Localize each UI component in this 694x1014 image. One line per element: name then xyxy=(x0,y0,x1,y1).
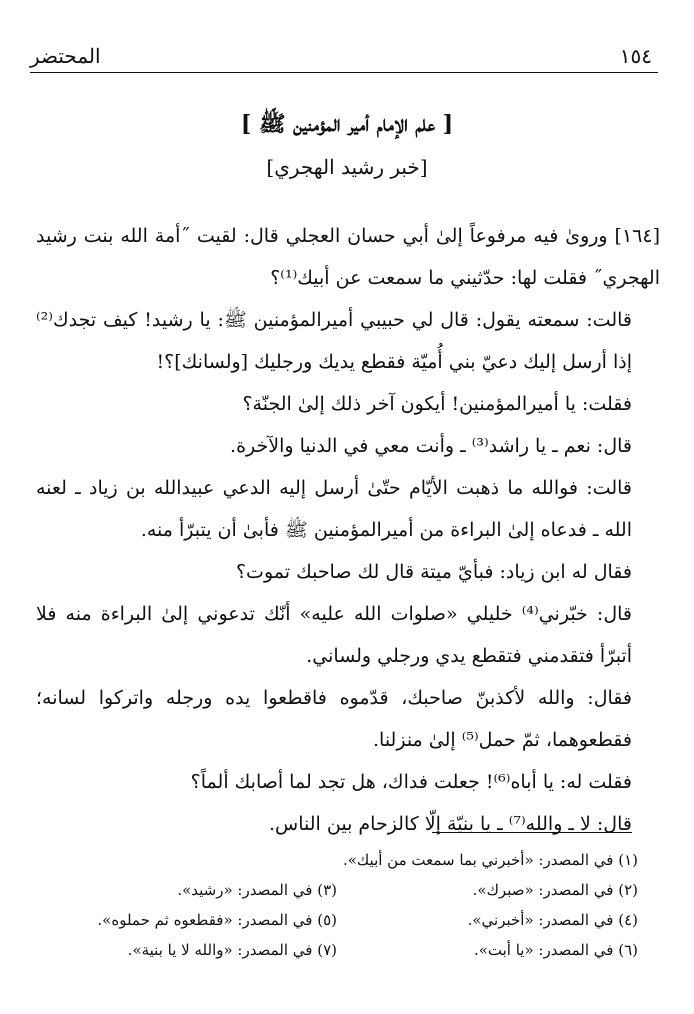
footnote-3: (٣) في المصدر: «رشيد». xyxy=(177,881,337,899)
footnote-divider xyxy=(432,832,632,833)
section-title: [ علم الإمام أمير المؤمنين ﷺ ] xyxy=(240,111,454,137)
section-subtitle: [خبر رشيد الهجري] xyxy=(266,155,428,179)
page-number: ١٥٤ xyxy=(619,44,652,68)
paragraph: [١٦٤] وروىٰ فيه مرفوعاً إلىٰ أبي حسان العجلي قال: لقيت ˝أمة الله بنت رشيد الهجري˝ فقلت لها: حدّثيني ما سمعت عن أبيك⁽¹⁾؟ xyxy=(36,225,660,289)
paragraph: فقال له ابن زياد: فبأيّ ميتة قال لك صاحبك تموت؟ xyxy=(235,561,632,583)
paragraph: قال: خبّرني⁽⁴⁾ خليلي «صلوات الله عليه» أنّك تدعوني إلىٰ البراءة منه فلا أتبرّأ فتقدمني فتقطع يدي ورجلي ولساني. xyxy=(36,603,632,667)
footnote-7: (٧) في المصدر: «والله لا يا بنية». xyxy=(127,941,337,959)
paragraph: قال: لا ـ والله⁽⁷⁾ ـ يا بنيّة إلّا كالزحام بين الناس. xyxy=(269,813,632,835)
footnote-2: (٢) في المصدر: «صبرك». xyxy=(472,881,638,899)
paragraph: فقلت: يا أميرالمؤمنين! أيكون آخر ذلك إلىٰ الجنّة؟ xyxy=(242,393,632,415)
paragraph: فقال: والله لأكذبنّ صاحبك، قدّموه فاقطعوا يده ورجله واتركوا لسانه؛ فقطعوهما، ثمّ حمل⁽⁵⁾ إلىٰ منزلنا. xyxy=(36,687,632,751)
footnote-4: (٤) في المصدر: «أخبرني». xyxy=(467,911,638,929)
paragraph: قال: نعم ـ يا راشد⁽³⁾ ـ وأنت معي في الدنيا والآخرة. xyxy=(230,435,632,457)
footnotes xyxy=(36,845,638,965)
page-header xyxy=(30,40,658,73)
paragraph: قالت: سمعته يقول: قال لي حبيبي أميرالمؤمنين ﷺ: يا رشيد! كيف تجدك⁽²⁾ إذا أرسل إليك دعيّ بني أُميّة فقطع يديك ورجليك [ولسانك]؟! xyxy=(36,309,632,373)
body-text xyxy=(36,215,660,845)
footnote-1: (١) في المصدر: «أخبرني بما سمعت من أبيك». xyxy=(342,851,638,869)
running-title: المحتضر xyxy=(30,44,101,68)
footnote-6: (٦) في المصدر: «يا أبت». xyxy=(473,941,638,959)
paragraph: فقلت له: يا أباه⁽⁶⁾! جعلت فداك، هل تجد لما أصابك ألماً؟ xyxy=(190,771,632,793)
footnote-5: (٥) في المصدر: «فقطعوه ثم حملوه». xyxy=(97,911,337,929)
paragraph: قالت: فوالله ما ذهبت الأيّام حتّىٰ أرسل إليه الدعي عبيدالله بن زياد ـ لعنه الله ـ فدعاه إلىٰ البراءة من أميرالمؤمنين ﷺ فأبىٰ أن يتبرّأ منه. xyxy=(36,477,632,541)
